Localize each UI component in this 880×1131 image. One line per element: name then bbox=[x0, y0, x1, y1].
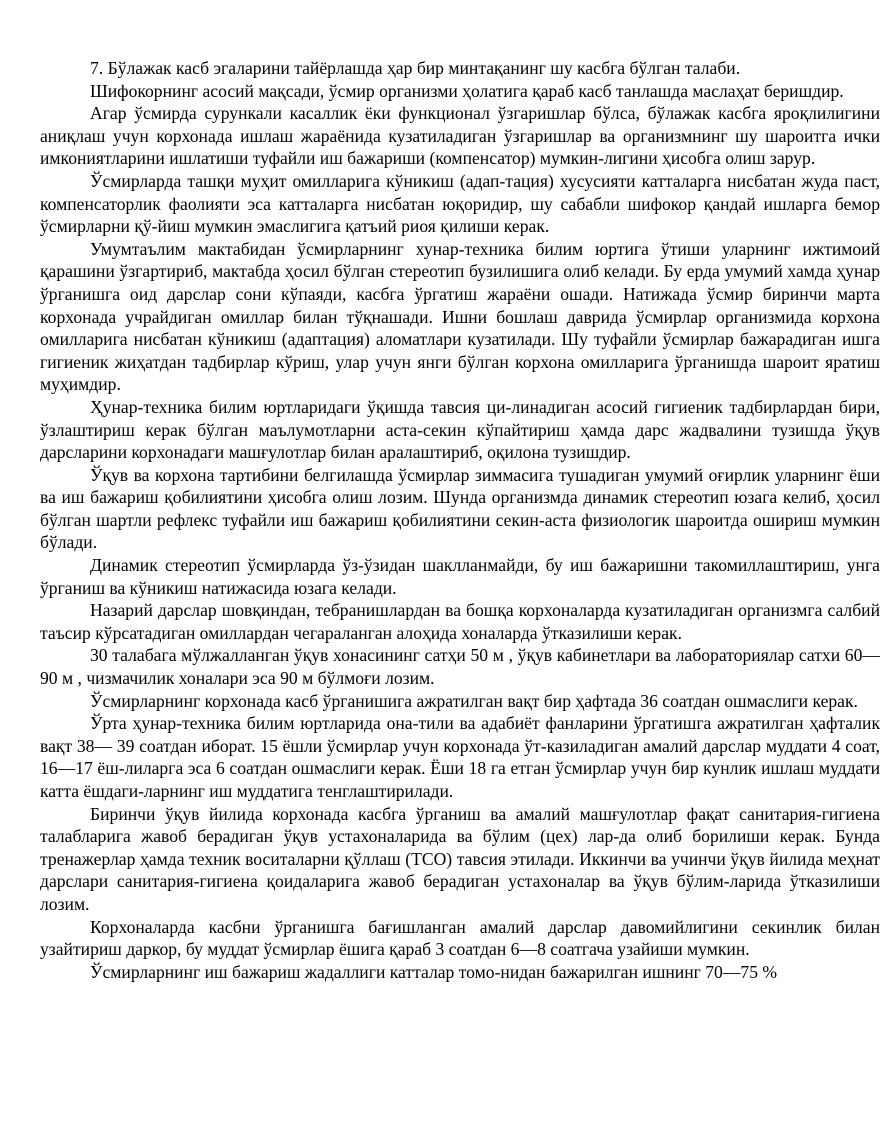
paragraph: 30 талабага мўлжалланган ўқув хонасининг сатҳи 50 м , ўқув кабинетлари ва лабораториялар сатхи 60—90 м , чизмачилик хоналари эса 90 м бўлмоғи лозим. bbox=[40, 645, 880, 689]
paragraph: Ўқув ва корхона тартибини белгилашда ўсмирлар зиммасига тушадиган умумий оғирлик уларнинг ёши ва иш бажариш қобилиятини ҳисобга олиш лозим. Шунда организмда динамик стереотип юзага келиб, ҳосил бўлган шартли рефлекс туфайли иш бажариш қобилиятини секин-аста физиологик шароитда ошириш мумкин бўлади. bbox=[40, 464, 880, 553]
document-body bbox=[40, 57, 880, 983]
paragraph: Агар ўсмирда сурункали касаллик ёки функционал ўзгаришлар бўлса, бўлажак касбга яроқлилигини аниқлаш учун корхонада ишлаш жараёнида кузатиладиган ўзгаришлар ва организмнинг шу шароитга ички имкониятларини ишлатиши туфайли иш бажариши (компенсатор) мумкин-лигини ҳисобга олиш зарур. bbox=[40, 103, 880, 169]
paragraph: Ҳунар-техника билим юртларидаги ўқишда тавсия ци-линадиган асосий гигиеник тадбирлардан бири, ўзлаштириш керак бўлган маълумотларни аста-секин кўпайтириш ҳамда дарс жадвалини тузишда ўқув дарсларини корхонадаги машғулотлар билан аралаштириб, оқилона тузишдир. bbox=[40, 396, 880, 463]
heading-item-7: 7. Бўлажак касб эгаларини тайёрлашда ҳар бир минтақанинг шу касбга бўлган талаби. bbox=[90, 58, 741, 78]
paragraph: Биринчи ўқув йилида корхонада касбга ўрганиш ва амалий машғулотлар фақат санитария-гигиена талабларига жавоб берадиган ўқув устахоналарида ва бўлим (цех) лар-да олиб борилиши керак. Бунда тренажерлар ҳамда техник воситаларни қўллаш (ТСО) тавсия этилади. Иккинчи ва учинчи ўқув йилида меҳнат дарслари санитария-гигиена қоидаларига жавоб берадиган устахоналар ва ўқув бўлим-ларида ўтказилиши лозим. bbox=[40, 803, 880, 914]
paragraph: Динамик стереотип ўсмирларда ўз-ўзидан шаклланмайди, бу иш бажаришни такомиллаштириш, унга ўрганиш ва кўникиш натижасида юзага келади. bbox=[40, 555, 880, 598]
paragraph: Шифокорнинг асосий мақсади, ўсмир организми ҳолатига қараб касб танлашда маслаҳат беришдир. bbox=[90, 80, 844, 101]
paragraph: Ўсмирларнинг корхонада касб ўрганишига ажратилган вақт бир ҳафтада 36 соатдан ошмаслиги керак. bbox=[90, 690, 858, 711]
paragraph: Ўсмирларнинг иш бажариш жадаллиги катталар томо-нидан бажарилган ишнинг 70—75 % bbox=[90, 961, 778, 982]
paragraph: Ўрта ҳунар-техника билим юртларида она-тили ва адабиёт фанларини ўргатишга ажратилган ҳафталик вақт 38— 39 соатдан иборат. 15 ёшли ўсмирлар учун корхонада ўт-казиладиган амалий дарслар муддати 4 соат, 16—17 ёш-лиларга эса 6 соатдан ошмаслиги керак. Ёши 18 га етган ўсмирлар учун бир кунлик ишлаш муддати катта ёшдаги-ларнинг иш муддатига тенглаштирилади. bbox=[40, 713, 880, 801]
paragraph: Умумтаълим мактабидан ўсмирларнинг хунар-техника билим юртига ўтиши уларнинг ижтимоий қарашини ўзгартириб, мактабда ҳосил бўлган стереотип бузилишига олиб келади. Бу ерда умумий хамда ҳунар ўрганишга оид дарслар сони кўпаяди, касбга ўргатиш жараёни ошади. Натижада ўсмир биринчи марта корхонада учрайдиган омиллар билан тўқнашади. Ишни бошлаш даврида ўсмирлар организмида корхона омилларига нисбатан кўникиш (адаптация) аломатлари кузатилади. Шу туфайли ўсмирлар бажарадиган ишга гигиеник жиҳатдан тадбирлар кўриш, улар учун янги бўлган корхона омилларига ўрганишда шароит яратиш муҳимдир. bbox=[40, 238, 880, 395]
paragraph: Ўсмирларда ташқи муҳит омилларига кўникиш (адап-тация) хусусияти катталарга нисбатан жуда паст, компенсаторлик фаолияти эса катталарга нисбатан юқоридир, шу сабабли шифокор қандай ишларга бемор ўсмирларни қў-йиш мумкин эмаслигига қатъий риоя қилиши керак. bbox=[40, 170, 880, 237]
paragraph: Назарий дарслар шовқиндан, тебранишлардан ва бошқа корхоналарда кузатиладиган организмга салбий таъсир кўрсатадиган омиллардан чегараланган алоҳида хоналарда ўтказилиши керак. bbox=[40, 600, 880, 643]
paragraph: Корхоналарда касбни ўрганишга бағишланган амалий дарслар давомийлигини секинлик билан узайтириш даркор, бу муддат ўсмирлар ёшига қараб 3 соатдан 6—8 соатгача узайиши мумкин. bbox=[40, 916, 880, 960]
